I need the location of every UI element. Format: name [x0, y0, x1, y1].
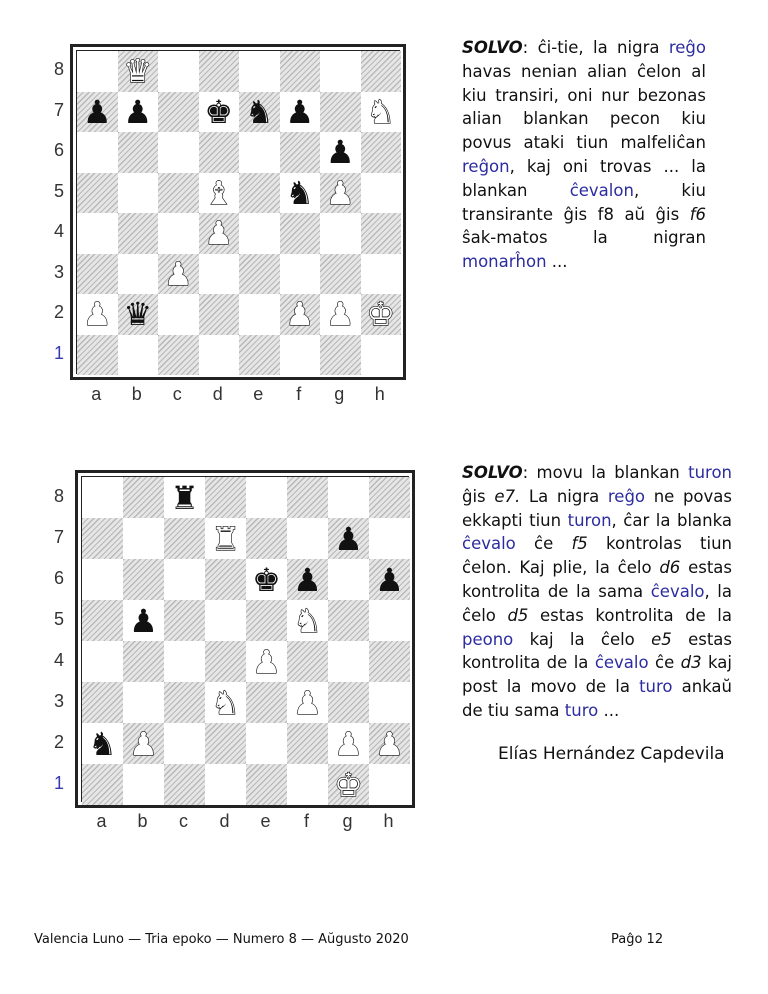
- black-king-icon: ♚: [252, 560, 281, 599]
- black-pawn-icon: ♟: [123, 92, 153, 131]
- square-c4: [158, 213, 199, 254]
- text-run: estas kontrolita de la sama: [462, 558, 732, 601]
- square-b8: [123, 477, 164, 518]
- square-b8: [118, 51, 159, 92]
- square-a2: [77, 294, 118, 335]
- square-e2: [246, 723, 287, 764]
- text-run: , kiu transirante ĝis f8 aŭ ĝis: [462, 180, 706, 224]
- rank-label: 4: [53, 649, 64, 670]
- board-squares: [81, 476, 409, 802]
- square-f4: [280, 213, 321, 254]
- text-run: ankaŭ de tiu sama: [462, 677, 732, 720]
- text-run: kaj post la movo de la: [462, 653, 732, 697]
- white-pawn-icon: ♟: [82, 295, 112, 334]
- black-pawn-icon: ♟: [129, 601, 158, 640]
- square-d4: [205, 641, 246, 682]
- square-d7: [205, 518, 246, 559]
- rank-label: 2: [53, 731, 64, 752]
- glossary-link[interactable]: monarĥon: [462, 252, 547, 272]
- square-h8: [369, 477, 410, 518]
- square-b3: [123, 682, 164, 723]
- text-run: d5: [507, 605, 529, 625]
- square-d3: [199, 254, 240, 295]
- file-label: a: [91, 384, 102, 404]
- square-d1: [199, 335, 240, 376]
- white-pawn-icon: ♟: [252, 642, 281, 681]
- glossary-link[interactable]: peono: [462, 629, 514, 649]
- board-squares: [76, 50, 400, 374]
- square-f5: [287, 600, 328, 641]
- square-h2: [361, 294, 402, 335]
- file-label: c: [179, 811, 188, 831]
- file-label: f: [296, 384, 302, 404]
- white-queen-icon: ♛: [123, 52, 153, 91]
- file-label: b: [137, 811, 148, 831]
- black-knight-icon: ♞: [88, 724, 117, 763]
- square-b2: [118, 294, 159, 335]
- white-pawn-icon: ♟: [204, 214, 234, 253]
- square-a4: [77, 213, 118, 254]
- black-pawn-icon: ♟: [285, 92, 315, 131]
- glossary-link[interactable]: reĝo: [607, 486, 646, 506]
- square-b4: [118, 213, 159, 254]
- square-d8: [205, 477, 246, 518]
- square-f2: [280, 294, 321, 335]
- square-e7: [246, 518, 287, 559]
- square-f8: [287, 477, 328, 518]
- text-run: estas kontrolita de la: [528, 605, 733, 625]
- square-f8: [280, 51, 321, 92]
- white-rook-icon: ♜: [211, 519, 240, 558]
- square-c1: [158, 335, 199, 376]
- black-king-icon: ♚: [204, 92, 234, 131]
- square-d6: [199, 132, 240, 173]
- square-f1: [280, 335, 321, 376]
- file-label: g: [342, 811, 353, 831]
- square-h7: [369, 518, 410, 559]
- square-c4: [164, 641, 205, 682]
- square-e6: [239, 132, 280, 173]
- black-knight-icon: ♞: [244, 92, 274, 131]
- white-bishop-icon: ♝: [204, 173, 234, 212]
- square-f7: [280, 92, 321, 133]
- white-pawn-icon: ♟: [285, 295, 315, 334]
- square-g8: [328, 477, 369, 518]
- rank-label: 8: [53, 485, 64, 506]
- square-c3: [164, 682, 205, 723]
- square-d1: [205, 764, 246, 805]
- file-label: f: [303, 811, 309, 831]
- text-run: ne povas ekkapti tiun: [462, 486, 732, 530]
- square-g5: [328, 600, 369, 641]
- square-a8: [82, 477, 123, 518]
- text-run: estas kontrolita de la: [462, 629, 733, 673]
- square-b5: [118, 173, 159, 214]
- text-run: d3: [680, 653, 702, 673]
- square-c5: [158, 173, 199, 214]
- square-a7: [82, 518, 123, 559]
- square-g7: [320, 92, 361, 133]
- square-e7: [239, 92, 280, 133]
- square-a1: [77, 335, 118, 376]
- square-a2: [82, 723, 123, 764]
- text-run: , ĉar la blanka: [611, 510, 732, 530]
- glossary-link[interactable]: ĉevalon: [569, 180, 634, 200]
- square-b3: [118, 254, 159, 295]
- square-c2: [164, 723, 205, 764]
- rank-label: 2: [53, 302, 64, 323]
- text-run: ŝak-matos la nigran: [462, 228, 706, 248]
- text-run: , la ĉelo: [462, 581, 733, 625]
- author-name: Elías Hernández Capdevila: [498, 744, 725, 764]
- square-a4: [82, 641, 123, 682]
- glossary-link[interactable]: turo: [564, 700, 599, 720]
- square-h3: [361, 254, 402, 295]
- square-b1: [118, 335, 159, 376]
- white-king-icon: ♚: [366, 295, 396, 334]
- white-pawn-icon: ♟: [375, 724, 404, 763]
- text-run: : ĉi-tie, la nigra: [522, 38, 669, 57]
- square-h1: [361, 335, 402, 376]
- text-run: e7.: [494, 486, 521, 506]
- file-label: e: [253, 384, 264, 404]
- square-g6: [320, 132, 361, 173]
- file-label: h: [383, 811, 394, 831]
- rank-label: 8: [53, 59, 64, 80]
- file-label: d: [212, 384, 223, 404]
- square-e3: [239, 254, 280, 295]
- square-h6: [369, 559, 410, 600]
- square-a5: [82, 600, 123, 641]
- file-label: g: [334, 384, 345, 404]
- square-f5: [280, 173, 321, 214]
- square-c8: [158, 51, 199, 92]
- square-c7: [164, 518, 205, 559]
- square-c6: [158, 132, 199, 173]
- square-f4: [287, 641, 328, 682]
- square-c3: [158, 254, 199, 295]
- square-e2: [239, 294, 280, 335]
- square-a6: [82, 559, 123, 600]
- square-f7: [287, 518, 328, 559]
- black-pawn-icon: ♟: [82, 92, 112, 131]
- file-label: h: [374, 384, 385, 404]
- rank-label: 5: [53, 180, 64, 201]
- square-h4: [361, 213, 402, 254]
- square-b1: [123, 764, 164, 805]
- text-run: kaj la ĉelo: [513, 629, 652, 649]
- square-b5: [123, 600, 164, 641]
- rank-label: 1: [53, 772, 64, 793]
- footer-page-number: Paĝo 12: [611, 932, 664, 947]
- square-d3: [205, 682, 246, 723]
- square-d6: [205, 559, 246, 600]
- text-run: ...: [546, 252, 568, 272]
- file-label: d: [219, 811, 230, 831]
- glossary-link[interactable]: ĉevalo: [462, 534, 516, 554]
- square-c5: [164, 600, 205, 641]
- file-label: b: [131, 384, 142, 404]
- glossary-link[interactable]: turon: [688, 463, 732, 482]
- black-queen-icon: ♛: [123, 295, 153, 334]
- square-f3: [287, 682, 328, 723]
- square-h6: [361, 132, 402, 173]
- square-b6: [123, 559, 164, 600]
- solution-heading: SOLVO: [462, 38, 523, 57]
- glossary-link[interactable]: ĉevalo: [594, 653, 649, 673]
- chess-diagram-1: [48, 44, 414, 409]
- square-c2: [158, 294, 199, 335]
- chess-diagram-2: [48, 470, 414, 835]
- square-f6: [280, 132, 321, 173]
- solution-text-1: [462, 36, 706, 274]
- text-run: d6: [659, 558, 681, 578]
- text-run: La nigra: [520, 486, 608, 506]
- square-e5: [239, 173, 280, 214]
- footer-left: Valencia Luno — Tria epoko — Numero 8 — Aŭgusto 2020: [34, 932, 409, 947]
- square-g5: [320, 173, 361, 214]
- square-d2: [205, 723, 246, 764]
- square-a3: [82, 682, 123, 723]
- square-h3: [369, 682, 410, 723]
- square-h7: [361, 92, 402, 133]
- glossary-link[interactable]: reĝon: [462, 156, 510, 176]
- square-b4: [123, 641, 164, 682]
- text-run: ĉe: [515, 534, 572, 554]
- glossary-link[interactable]: ĉevalo: [650, 581, 705, 601]
- white-knight-icon: ♞: [211, 683, 240, 722]
- text-run: ĉe: [648, 653, 681, 673]
- square-h8: [361, 51, 402, 92]
- square-e3: [246, 682, 287, 723]
- square-g4: [328, 641, 369, 682]
- square-a1: [82, 764, 123, 805]
- square-c8: [164, 477, 205, 518]
- square-g2: [328, 723, 369, 764]
- square-g3: [328, 682, 369, 723]
- white-pawn-icon: ♟: [163, 254, 193, 293]
- square-c6: [164, 559, 205, 600]
- glossary-link[interactable]: reĝo: [668, 38, 706, 57]
- square-e1: [246, 764, 287, 805]
- square-f6: [287, 559, 328, 600]
- square-g1: [320, 335, 361, 376]
- file-label: a: [96, 811, 107, 831]
- square-a7: [77, 92, 118, 133]
- square-e5: [246, 600, 287, 641]
- file-label: c: [172, 384, 182, 404]
- square-c1: [164, 764, 205, 805]
- white-knight-icon: ♞: [293, 601, 322, 640]
- square-g4: [320, 213, 361, 254]
- square-g3: [320, 254, 361, 295]
- square-b6: [118, 132, 159, 173]
- square-g8: [320, 51, 361, 92]
- text-run: , kaj oni trovas ... la blankan: [462, 156, 706, 200]
- square-b2: [123, 723, 164, 764]
- rank-label: 5: [53, 608, 64, 629]
- black-rook-icon: ♜: [170, 478, 199, 517]
- file-label: e: [260, 811, 271, 831]
- glossary-link[interactable]: turo: [639, 677, 673, 697]
- text-run: ĝis: [462, 486, 495, 506]
- text-run: e5: [651, 629, 672, 649]
- rank-label: 3: [53, 261, 64, 282]
- black-pawn-icon: ♟: [334, 519, 363, 558]
- text-run: f6: [689, 204, 706, 224]
- square-e4: [239, 213, 280, 254]
- square-g2: [320, 294, 361, 335]
- square-e8: [239, 51, 280, 92]
- solution-heading: SOLVO: [462, 463, 523, 482]
- square-c7: [158, 92, 199, 133]
- square-e6: [246, 559, 287, 600]
- text-run: f5: [571, 534, 588, 554]
- square-a3: [77, 254, 118, 295]
- text-run: : movu la blankan: [522, 463, 689, 482]
- glossary-link[interactable]: turon: [567, 510, 612, 530]
- rank-label: 7: [53, 99, 64, 120]
- solution-text-2: [462, 461, 732, 723]
- white-pawn-icon: ♟: [293, 683, 322, 722]
- black-pawn-icon: ♟: [375, 560, 404, 599]
- white-pawn-icon: ♟: [325, 173, 355, 212]
- white-knight-icon: ♞: [366, 92, 396, 131]
- square-g7: [328, 518, 369, 559]
- black-knight-icon: ♞: [285, 173, 315, 212]
- white-pawn-icon: ♟: [325, 295, 355, 334]
- board-frame: [70, 44, 406, 380]
- square-g6: [328, 559, 369, 600]
- square-e1: [239, 335, 280, 376]
- text-run: havas nenian alian ĉelon al kiu transiri, oni nur bezonas alian blankan pecon kiu povus ataki tiun malfeliĉan: [462, 61, 706, 153]
- square-h5: [369, 600, 410, 641]
- square-f2: [287, 723, 328, 764]
- square-d4: [199, 213, 240, 254]
- white-king-icon: ♚: [334, 765, 363, 804]
- square-d8: [199, 51, 240, 92]
- rank-label: 1: [53, 342, 64, 363]
- rank-label: 7: [53, 526, 64, 547]
- square-g1: [328, 764, 369, 805]
- square-e4: [246, 641, 287, 682]
- square-e8: [246, 477, 287, 518]
- white-pawn-icon: ♟: [334, 724, 363, 763]
- square-h2: [369, 723, 410, 764]
- white-pawn-icon: ♟: [129, 724, 158, 763]
- square-d5: [205, 600, 246, 641]
- square-h4: [369, 641, 410, 682]
- rank-label: 6: [53, 140, 64, 161]
- text-run: kontrolas tiun ĉelon. Kaj plie, la ĉelo: [462, 534, 732, 578]
- square-d2: [199, 294, 240, 335]
- black-pawn-icon: ♟: [293, 560, 322, 599]
- rank-label: 4: [53, 221, 64, 242]
- square-f1: [287, 764, 328, 805]
- square-h5: [361, 173, 402, 214]
- square-h1: [369, 764, 410, 805]
- square-b7: [118, 92, 159, 133]
- square-d7: [199, 92, 240, 133]
- board-frame: [75, 470, 415, 808]
- rank-label: 6: [53, 567, 64, 588]
- rank-label: 3: [53, 690, 64, 711]
- square-a6: [77, 132, 118, 173]
- text-run: ...: [598, 700, 620, 720]
- square-f3: [280, 254, 321, 295]
- square-a8: [77, 51, 118, 92]
- square-d5: [199, 173, 240, 214]
- square-b7: [123, 518, 164, 559]
- black-pawn-icon: ♟: [325, 133, 355, 172]
- square-a5: [77, 173, 118, 214]
